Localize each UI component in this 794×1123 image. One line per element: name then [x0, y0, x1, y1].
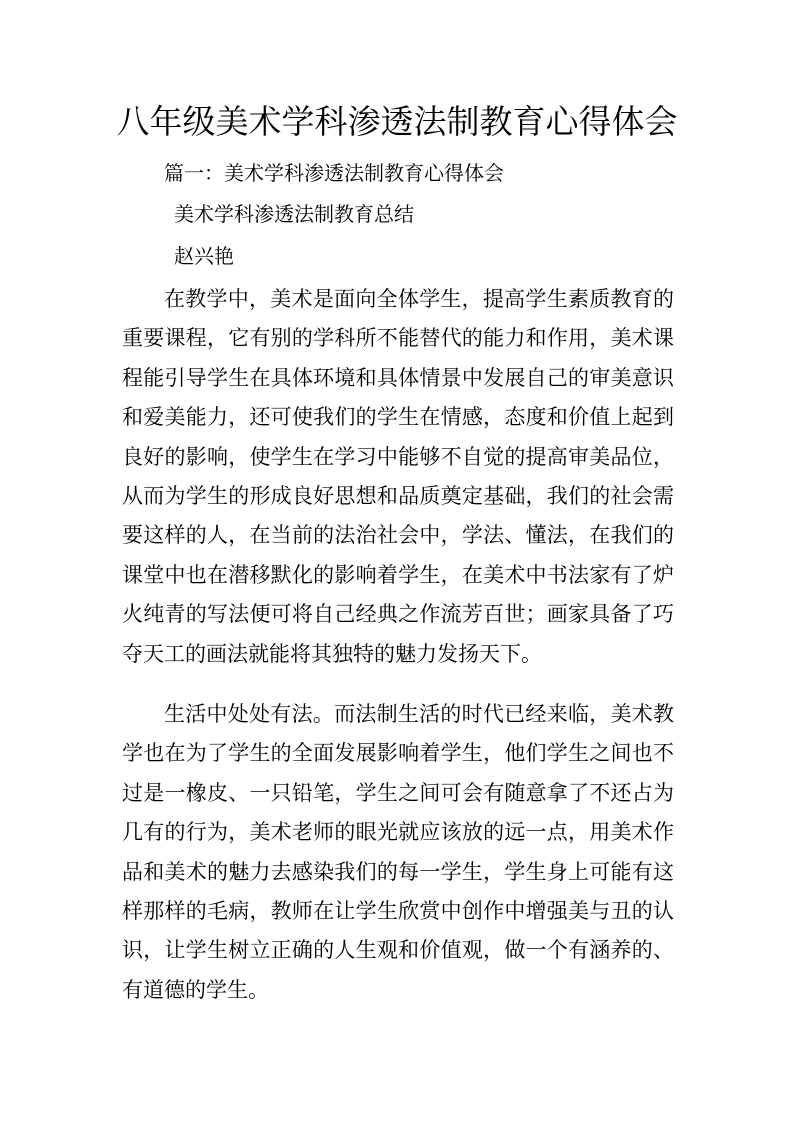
author-name: 赵兴艳	[174, 244, 234, 268]
section-heading: 篇一：美术学科渗透法制教育心得体会	[164, 161, 504, 185]
body-paragraph-2: 生活中处处有法。而法制生活的时代已经来临，美术教学也在为了学生的全面发展影响着学生，他们学生之间也不过是一橡皮、一只铅笔，学生之间可会有随意拿了不还占为几有的行为，美术老师的眼光就应该放的远一点，用美术作品和美术的魅力去感染我们的每一学生，学生身上可能有这样那样的毛病，教师在让学生欣赏中创作中增强美与丑的认识，让学生树立正确的人生观和价值观，做一个有涵养的、有道德的学生。	[122, 702, 674, 1002]
body-paragraph-1: 在教学中，美术是面向全体学生，提高学生素质教育的重要课程，它有别的学科所不能替代的能力和作用，美术课程能引导学生在具体环境和具体情景中发展自己的审美意识和爱美能力，还可使我们的学生在情感，态度和价值上起到良好的影响，使学生在学习中能够不自觉的提高审美品位，从而为学生的形成良好思想和品质奠定基础，我们的社会需要这样的人，在当前的法治社会中，学法、懂法，在我们的课堂中也在潜移默化的影响着学生，在美术中书法家有了炉火纯青的写法便可将自己经典之作流芳百世；画家具备了巧夺天工的画法就能将其独特的魅力发扬天下。	[122, 287, 674, 666]
summary-heading: 美术学科渗透法制教育总结	[174, 202, 414, 226]
document-title: 八年级美术学科渗透法制教育心得体会	[116, 102, 678, 141]
